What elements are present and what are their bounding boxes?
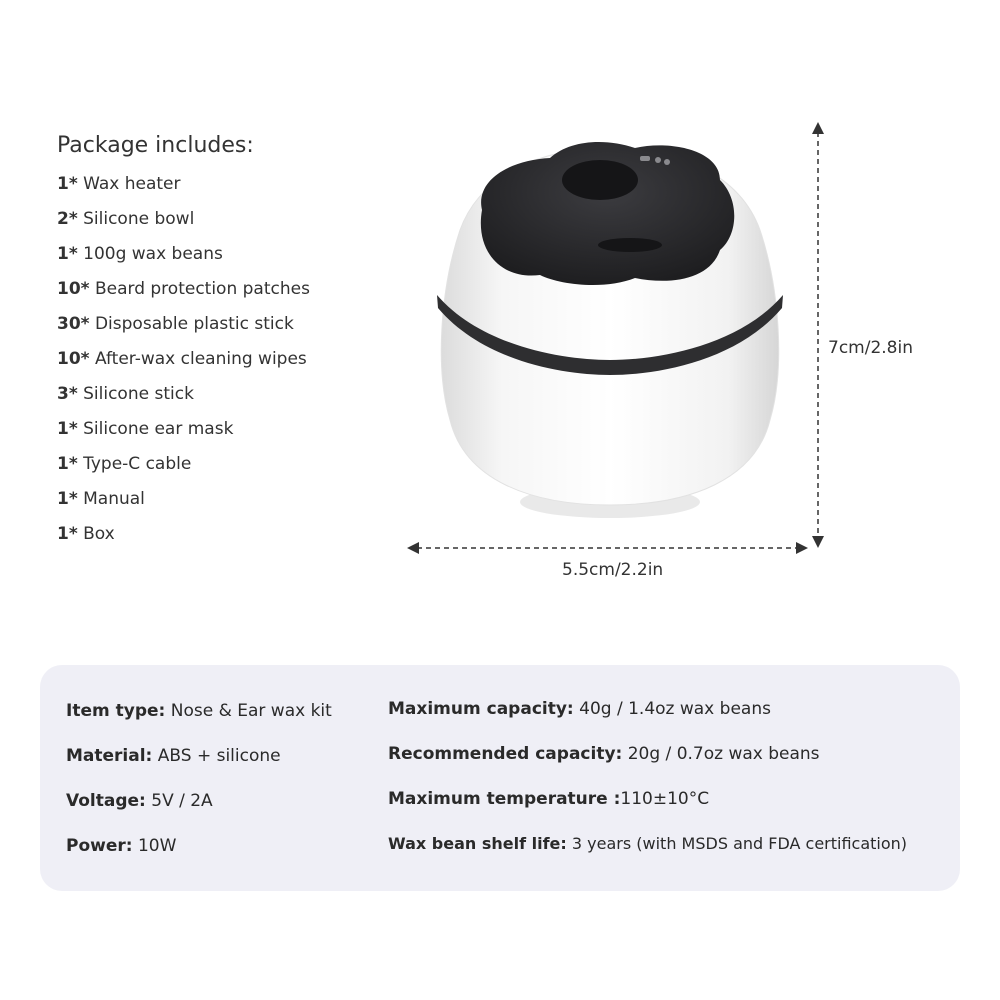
spec-value: 40g / 1.4oz wax beans — [579, 699, 771, 719]
wax-heater-illustration — [420, 120, 800, 530]
spec-value: 20g / 0.7oz wax beans — [627, 744, 820, 764]
item-qty: 1* — [57, 174, 78, 194]
spec-power — [66, 836, 176, 856]
item-name: Disposable plastic stick — [94, 314, 294, 334]
spec-label: Maximum capacity: — [388, 699, 574, 719]
list-item — [57, 485, 310, 520]
item-qty: 10* — [57, 349, 90, 369]
item-name: Silicone stick — [83, 384, 194, 404]
item-name: Manual — [83, 489, 145, 509]
item-name: Silicone ear mask — [83, 419, 234, 439]
spec-item-type — [66, 701, 332, 721]
spec-label: Item type: — [66, 701, 166, 721]
spec-label: Voltage: — [66, 791, 146, 811]
item-name: After-wax cleaning wipes — [94, 349, 307, 369]
spec-value: ABS + silicone — [157, 746, 281, 766]
item-name: Silicone bowl — [83, 209, 195, 229]
item-name: Wax heater — [83, 174, 181, 194]
list-item — [57, 240, 310, 275]
width-dimension-arrow — [405, 538, 810, 558]
item-qty: 1* — [57, 524, 78, 544]
spec-label: Material: — [66, 746, 153, 766]
wax-heater-image — [420, 120, 800, 534]
item-qty: 1* — [57, 454, 78, 474]
spec-label: Maximum temperature : — [388, 789, 621, 809]
spec-shelf-life — [388, 834, 907, 853]
item-qty: 1* — [57, 489, 78, 509]
list-item — [57, 415, 310, 450]
spec-voltage — [66, 791, 213, 811]
spec-recommended-capacity — [388, 744, 820, 764]
spec-value: 110±10°C — [620, 789, 710, 809]
item-qty: 10* — [57, 279, 90, 299]
height-dimension-arrow — [808, 120, 828, 550]
list-item — [57, 380, 310, 415]
item-name: Type-C cable — [83, 454, 192, 474]
item-name: Box — [83, 524, 115, 544]
spec-material — [66, 746, 281, 766]
height-label: 7cm/2.8in — [828, 338, 913, 358]
package-title: Package includes: — [57, 133, 254, 158]
item-qty: 1* — [57, 244, 78, 264]
spec-value: Nose & Ear wax kit — [170, 701, 332, 721]
spec-max-temperature — [388, 789, 709, 809]
width-label: 5.5cm/2.2in — [562, 560, 664, 580]
spec-label: Wax bean shelf life: — [388, 834, 567, 853]
list-item — [57, 170, 310, 205]
spec-value: 5V / 2A — [151, 791, 213, 811]
list-item — [57, 450, 310, 485]
spec-value: 3 years (with MSDS and FDA certification) — [571, 834, 908, 853]
package-list — [57, 170, 310, 555]
item-qty: 1* — [57, 419, 78, 439]
list-item — [57, 205, 310, 240]
item-name: Beard protection patches — [94, 279, 310, 299]
list-item — [57, 310, 310, 345]
item-qty: 3* — [57, 384, 78, 404]
spec-label: Power: — [66, 836, 133, 856]
spec-label: Recommended capacity: — [388, 744, 623, 764]
list-item — [57, 520, 310, 555]
item-name: 100g wax beans — [83, 244, 223, 264]
item-qty: 30* — [57, 314, 90, 334]
list-item — [57, 275, 310, 310]
spec-value: 10W — [137, 836, 177, 856]
spec-max-capacity — [388, 699, 771, 719]
list-item — [57, 345, 310, 380]
item-qty: 2* — [57, 209, 78, 229]
specs-panel — [40, 665, 960, 891]
